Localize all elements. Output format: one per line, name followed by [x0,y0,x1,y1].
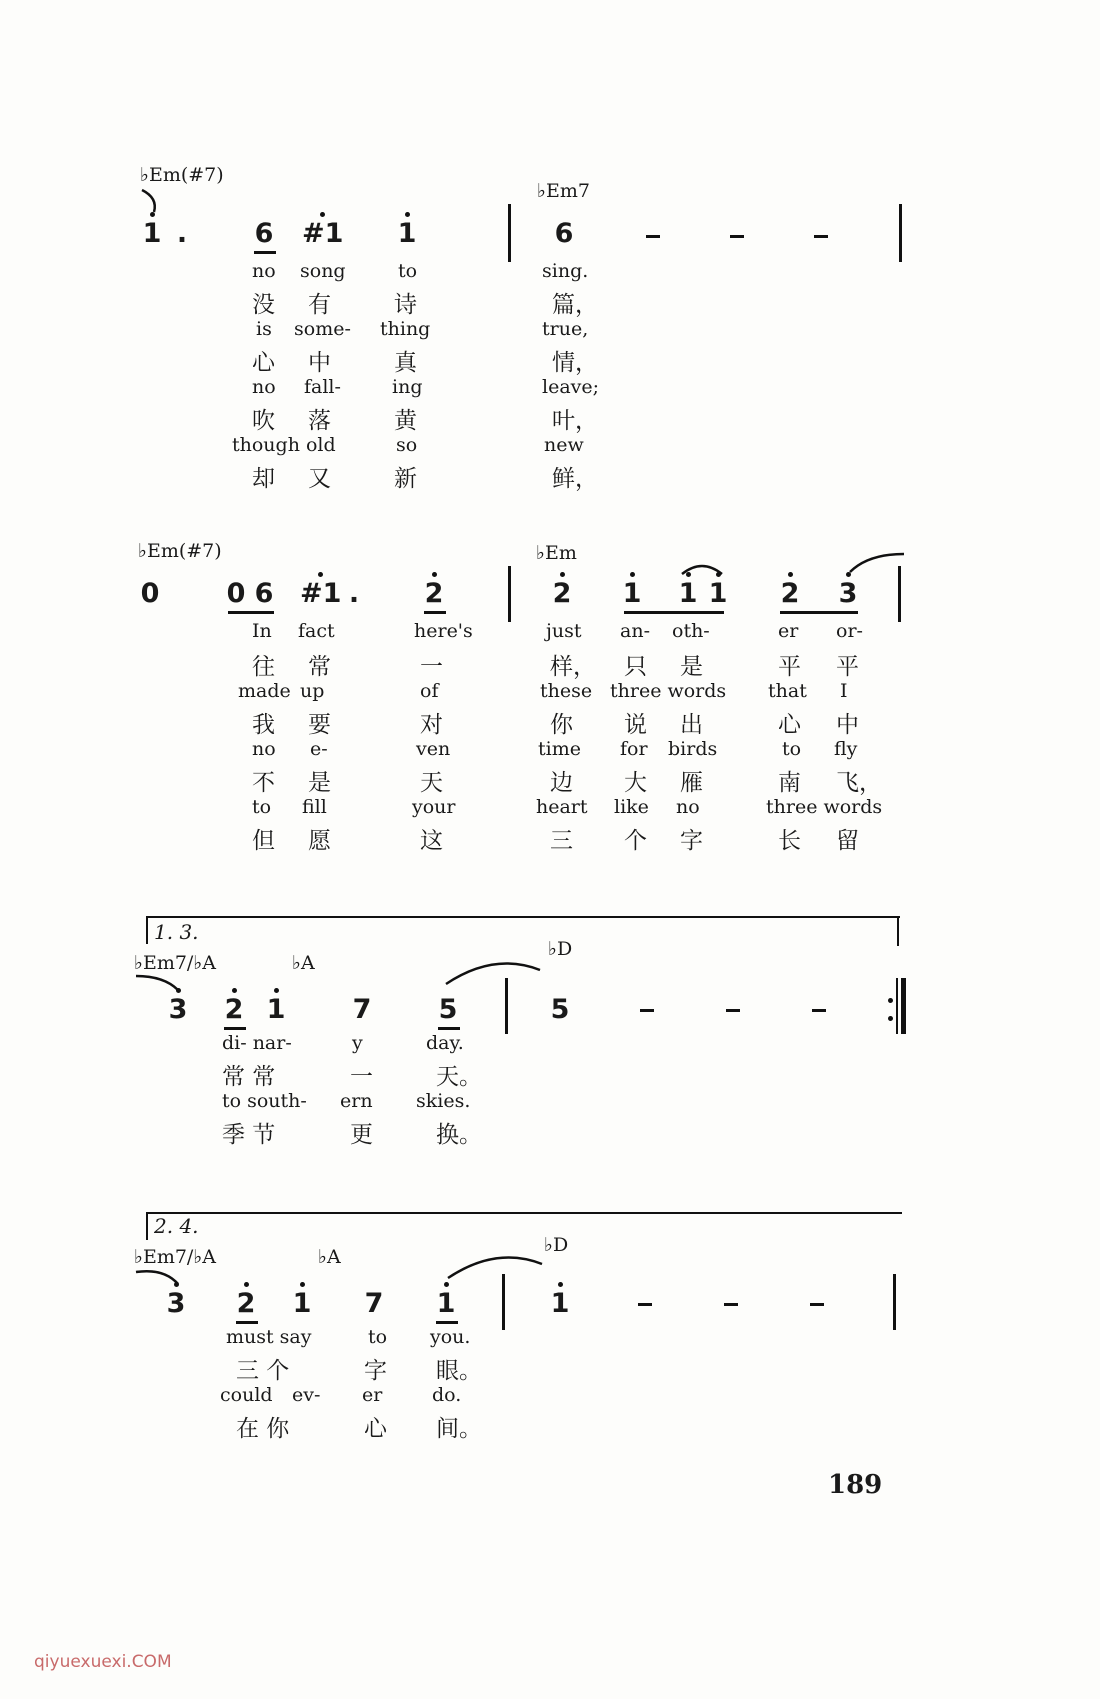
underline [438,1027,460,1030]
lyric: 是 [308,770,331,796]
lyric: no [676,796,700,818]
lyric: 一 [350,1064,373,1090]
octave-dot [846,572,851,577]
lyric: of [420,680,439,702]
dash [810,1303,824,1306]
lyric: 你 [550,712,573,738]
dash [812,1009,826,1012]
lyric: to [398,260,418,282]
lyric: like [614,796,649,818]
lyric: In [252,620,272,642]
note: 0 [140,578,160,609]
lyric: birds [668,738,718,760]
lyric: heart [536,796,588,818]
chord-label: ♭D [548,938,573,960]
lyric: 没 [252,292,275,318]
chord-label: ♭Em7/♭A [134,1246,217,1268]
chord-label: ♭A [292,952,315,974]
lyric: 是 [680,654,703,680]
octave-dot [560,572,565,577]
lyric: 季 节 [222,1122,276,1148]
lyric: 要 [308,712,331,738]
lyric: these [540,680,593,702]
chord-label: ♭Em7/♭A [134,952,217,974]
lyric: 三 个 [236,1358,290,1384]
underline [780,611,858,614]
barline [899,204,902,262]
octave-dot [320,212,325,217]
octave-dot [274,988,279,993]
lyric: 真 [394,350,417,376]
lyric: 诗 [394,292,417,318]
lyric: 黄 [394,408,417,434]
chord-label: ♭Em(#7) [140,164,224,186]
lyric: skies. [416,1090,471,1112]
lyric: do. [432,1384,462,1406]
lyric: for [620,738,648,760]
octave-dot [558,1282,563,1287]
chord-label: ♭Em(#7) [138,540,222,562]
lyric: 说 [624,712,647,738]
note-dot: . [176,218,188,249]
dash [730,235,744,238]
octave-dot [788,572,793,577]
note: 1 [292,1288,312,1319]
dash [640,1009,654,1012]
lyric: leave; [542,376,600,398]
lyric: fall- [304,376,341,398]
lyric: 心 [364,1416,387,1442]
chord-label: ♭Em7 [537,180,590,202]
lyric: 更 [350,1122,373,1148]
lyric: 出 [680,712,703,738]
octave-dot [630,572,635,577]
lyric: er [362,1384,383,1406]
lyric: three words [610,680,727,702]
lyric: 南 [778,770,801,796]
note: 1 [622,578,642,609]
lyric: ern [340,1090,373,1112]
lyric: 留 [836,828,859,854]
slur-mark [444,960,544,988]
barline [508,204,511,262]
lyric: though old [232,434,336,456]
lyric: is [256,318,272,340]
lyric: just [546,620,582,642]
lyric: 眼。 [436,1358,482,1384]
lyric: 有 [308,292,331,318]
lyric: 不 [252,770,275,796]
lyric: must say [226,1326,312,1348]
octave-dot [432,572,437,577]
lyric: 飞， [836,770,882,796]
lyric: 鲜， [552,466,598,492]
lyric: no [252,738,276,760]
lyric: 常 常 [222,1064,276,1090]
note: #1 [302,218,344,249]
tie-mark [140,188,170,218]
lyric: 心 [778,712,801,738]
lyric: true, [542,318,589,340]
note: 7 [352,994,372,1025]
lyric: di- nar- [222,1032,292,1054]
lyric: fact [298,620,335,642]
lyric: some- [294,318,351,340]
underline [254,251,276,254]
lyric: 情， [552,350,598,376]
lyric: an- [620,620,650,642]
dash [638,1303,652,1306]
lyric: 换。 [436,1122,482,1148]
chord-label: ♭Em [536,542,577,564]
lyric: day. [426,1032,464,1054]
lyric: you. [430,1326,471,1348]
note: 2 [224,994,244,1025]
lyric: time [538,738,581,760]
lyric: could [220,1384,273,1406]
lyric: to [368,1326,388,1348]
lyric: or- [836,620,863,642]
lyric: no [252,260,276,282]
lyric: 大 [624,770,647,796]
lyric: ev- [292,1384,321,1406]
octave-dot [244,1282,249,1287]
note: 1 [436,1288,456,1319]
barline [502,1274,505,1330]
note: 5 [550,994,570,1025]
volta-bracket [146,1212,902,1214]
note: 2 [552,578,572,609]
dash [726,1009,740,1012]
lyric: 我 [252,712,275,738]
lyric: 叶， [552,408,598,434]
lyric: e- [310,738,328,760]
lyric: 但 [252,828,275,854]
lyric: 愿 [308,828,331,854]
volta-bracket [897,916,899,946]
note: 3 [168,994,188,1025]
lyric: fill [302,796,327,818]
dash [814,235,828,238]
octave-dot [318,572,323,577]
note: 1 [397,218,417,249]
volta-bracket [146,1212,148,1240]
lyric: to [782,738,802,760]
repeat-barline [901,978,906,1034]
lyric: 中 [308,350,331,376]
lyric: 三 [550,828,573,854]
lyric: 又 [308,466,331,492]
octave-dot [174,1282,179,1287]
note: 2 [424,578,444,609]
lyric: er [778,620,799,642]
octave-dot [150,212,155,217]
lyric: made [238,680,291,702]
lyric: up [300,680,325,702]
volta-bracket [146,916,148,944]
note-dot: . [348,578,360,609]
underline [436,1321,458,1324]
lyric: so [396,434,418,456]
note: 1 [266,994,286,1025]
lyric: 在 你 [236,1416,290,1442]
repeat-barline [896,978,898,1034]
dash [724,1303,738,1306]
lyric: sing. [542,260,589,282]
note: 1 [678,578,698,609]
repeat-dot [888,998,893,1003]
octave-dot [444,1282,449,1287]
note: 5 [438,994,458,1025]
lyric: 字 [364,1358,387,1384]
lyric: 字 [680,828,703,854]
lyric: 天 [420,770,443,796]
barline [893,1274,896,1330]
lyric: 雁 [680,770,703,796]
lyric: 却 [252,466,275,492]
barline [898,566,901,622]
lyric: fly [834,738,858,760]
lyric: 这 [420,828,443,854]
octave-dot [300,1282,305,1287]
underline [224,1027,246,1030]
lyric: 往 [252,654,275,680]
underline [424,611,446,614]
underline [236,1321,258,1324]
dash [646,235,660,238]
lyric: new [544,434,584,456]
lyric: 中 [836,712,859,738]
lyric: oth- [672,620,710,642]
lyric: 天。 [436,1064,482,1090]
lyric: 平 [778,654,801,680]
slur-mark [446,1254,546,1282]
lyric: 只 [624,654,647,680]
lyric: 吹 [252,408,275,434]
lyric: y [352,1032,363,1054]
barline [508,566,511,622]
underline [624,611,724,614]
volta-bracket [146,916,900,918]
lyric: that [768,680,807,702]
lyric: ven [416,738,451,760]
slur-mark [680,562,724,576]
lyric: 常 [308,654,331,680]
lyric: 篇， [552,292,598,318]
page-number: 189 [828,1470,883,1500]
note: 6 [254,578,274,609]
lyric: here's [414,620,473,642]
lyric: 一 [420,654,443,680]
lyric: ing [392,376,423,398]
lyric: 间。 [436,1416,482,1442]
repeat-dot [888,1016,893,1021]
volta-label: 1. 3. [154,920,199,944]
lyric: no [252,376,276,398]
lyric: three words [766,796,883,818]
note: 6 [554,218,574,249]
note: 0 [226,578,246,609]
note: 6 [254,218,274,249]
octave-dot [232,988,237,993]
note: 1 [550,1288,570,1319]
lyric: 对 [420,712,443,738]
lyric: 新 [394,466,417,492]
lyric: I [840,680,848,702]
note: 2 [236,1288,256,1319]
octave-dot [176,988,181,993]
note: 3 [838,578,858,609]
lyric: 平 [836,654,859,680]
chord-label: ♭D [544,1234,569,1256]
barline [505,978,508,1034]
lyric: 落 [308,408,331,434]
note: #1 [300,578,342,609]
chord-label: ♭A [318,1246,341,1268]
underline [228,611,274,614]
lyric: to [252,796,272,818]
lyric: 长 [778,828,801,854]
octave-dot [405,212,410,217]
watermark: qiyuexuexi.COM [34,1652,172,1672]
note: 2 [780,578,800,609]
lyric: 心 [252,350,275,376]
lyric: to south- [222,1090,307,1112]
lyric: 样， [550,654,596,680]
lyric: thing [380,318,431,340]
note: 3 [166,1288,186,1319]
note: 7 [364,1288,384,1319]
lyric: your [412,796,456,818]
note: 1 [708,578,728,609]
note: 1 [142,218,162,249]
lyric: song [300,260,346,282]
lyric: 边 [550,770,573,796]
lyric: 个 [624,828,647,854]
volta-label: 2. 4. [154,1214,199,1238]
